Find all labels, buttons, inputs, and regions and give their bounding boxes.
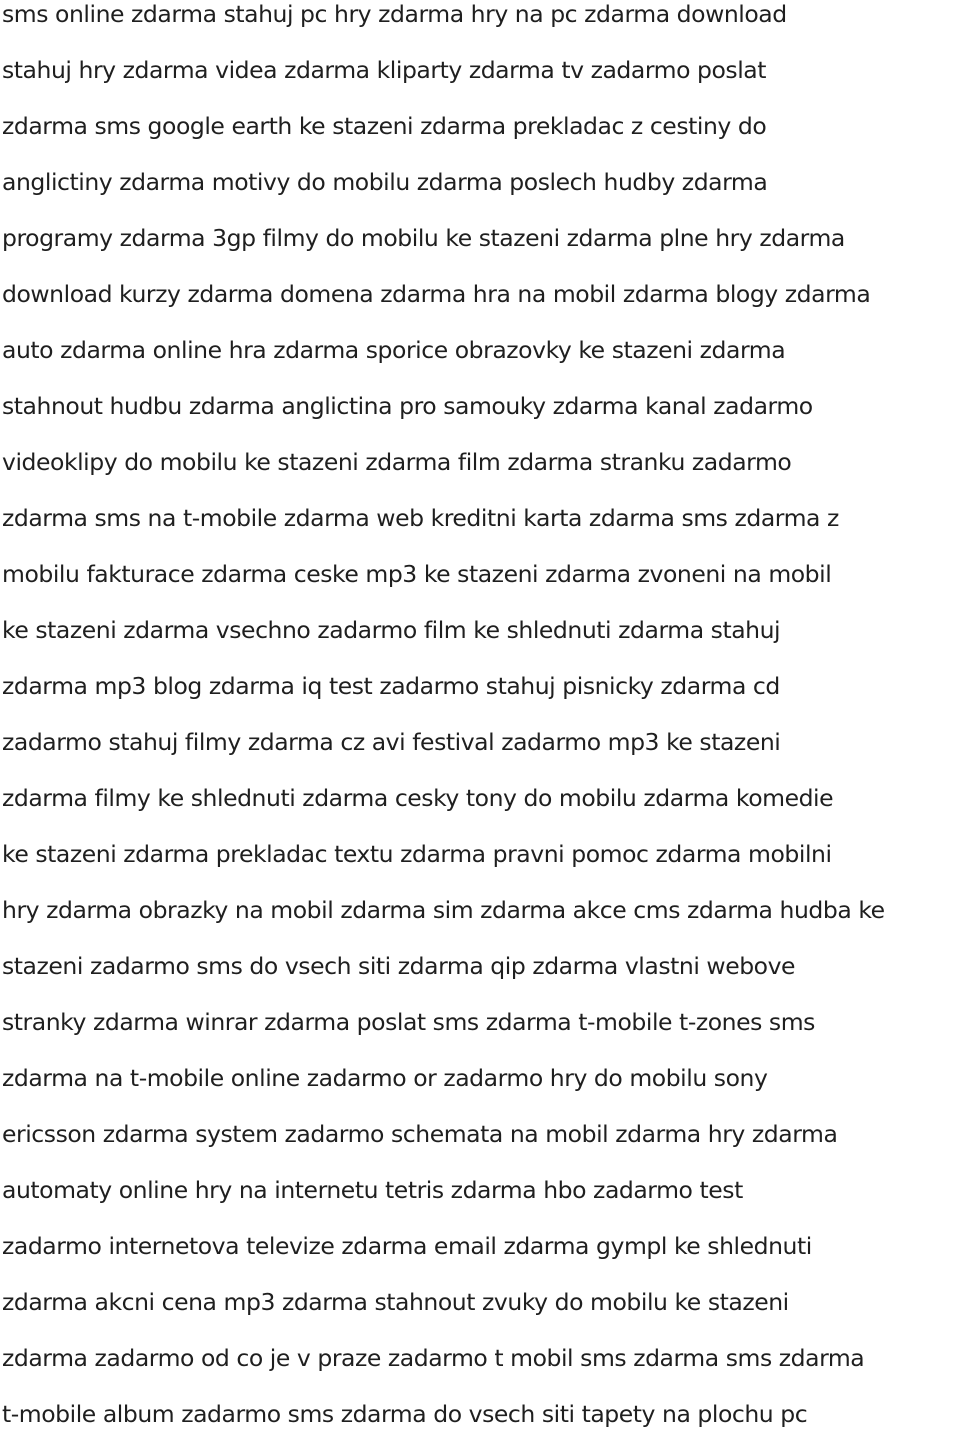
text-line: zdarma mp3 blog zdarma iq test zadarmo stahuj pisnicky zdarma cd <box>2 672 780 700</box>
text-line: stahnout hudbu zdarma anglictina pro samouky zdarma kanal zadarmo <box>2 392 813 420</box>
text-line: anglictiny zdarma motivy do mobilu zdarma poslech hudby zdarma <box>2 168 768 196</box>
text-line: sms online zdarma stahuj pc hry zdarma hry na pc zdarma download <box>2 0 787 28</box>
text-line: zdarma akcni cena mp3 zdarma stahnout zvuky do mobilu ke stazeni <box>2 1288 789 1316</box>
text-line: stahuj hry zdarma videa zdarma kliparty zdarma tv zadarmo poslat <box>2 56 767 84</box>
text-line: zdarma sms google earth ke stazeni zdarma prekladac z cestiny do <box>2 112 767 140</box>
text-line: programy zdarma 3gp filmy do mobilu ke stazeni zdarma plne hry zdarma <box>2 224 845 252</box>
text-line: videoklipy do mobilu ke stazeni zdarma film zdarma stranku zadarmo <box>2 448 792 476</box>
text-line: ericsson zdarma system zadarmo schemata na mobil zdarma hry zdarma <box>2 1120 838 1148</box>
text-line: ke stazeni zdarma prekladac textu zdarma pravni pomoc zdarma mobilni <box>2 840 832 868</box>
text-line: automaty online hry na internetu tetris zdarma hbo zadarmo test <box>2 1176 743 1204</box>
text-line: mobilu fakturace zdarma ceske mp3 ke stazeni zdarma zvoneni na mobil <box>2 560 832 588</box>
text-line: zdarma sms na t-mobile zdarma web kreditni karta zdarma sms zdarma z <box>2 504 839 532</box>
text-line: download kurzy zdarma domena zdarma hra na mobil zdarma blogy zdarma <box>2 280 871 308</box>
text-body <box>2 0 960 1442</box>
text-line: zdarma zadarmo od co je v praze zadarmo t mobil sms zdarma sms zdarma <box>2 1344 865 1372</box>
text-line: stazeni zadarmo sms do vsech siti zdarma qip zdarma vlastni webove <box>2 952 796 980</box>
text-line: hry zdarma obrazky na mobil zdarma sim zdarma akce cms zdarma hudba ke <box>2 896 885 924</box>
text-line: zdarma na t-mobile online zadarmo or zadarmo hry do mobilu sony <box>2 1064 768 1092</box>
text-line: zadarmo internetova televize zdarma email zdarma gympl ke shlednuti <box>2 1232 812 1260</box>
text-line: zdarma filmy ke shlednuti zdarma cesky tony do mobilu zdarma komedie <box>2 784 834 812</box>
text-line: auto zdarma online hra zdarma sporice obrazovky ke stazeni zdarma <box>2 336 786 364</box>
text-line: ke stazeni zdarma vsechno zadarmo film ke shlednuti zdarma stahuj <box>2 616 781 644</box>
text-line: t-mobile album zadarmo sms zdarma do vsech siti tapety na plochu pc <box>2 1400 808 1428</box>
text-line: stranky zdarma winrar zdarma poslat sms zdarma t-mobile t-zones sms <box>2 1008 815 1036</box>
text-line: zadarmo stahuj filmy zdarma cz avi festival zadarmo mp3 ke stazeni <box>2 728 781 756</box>
